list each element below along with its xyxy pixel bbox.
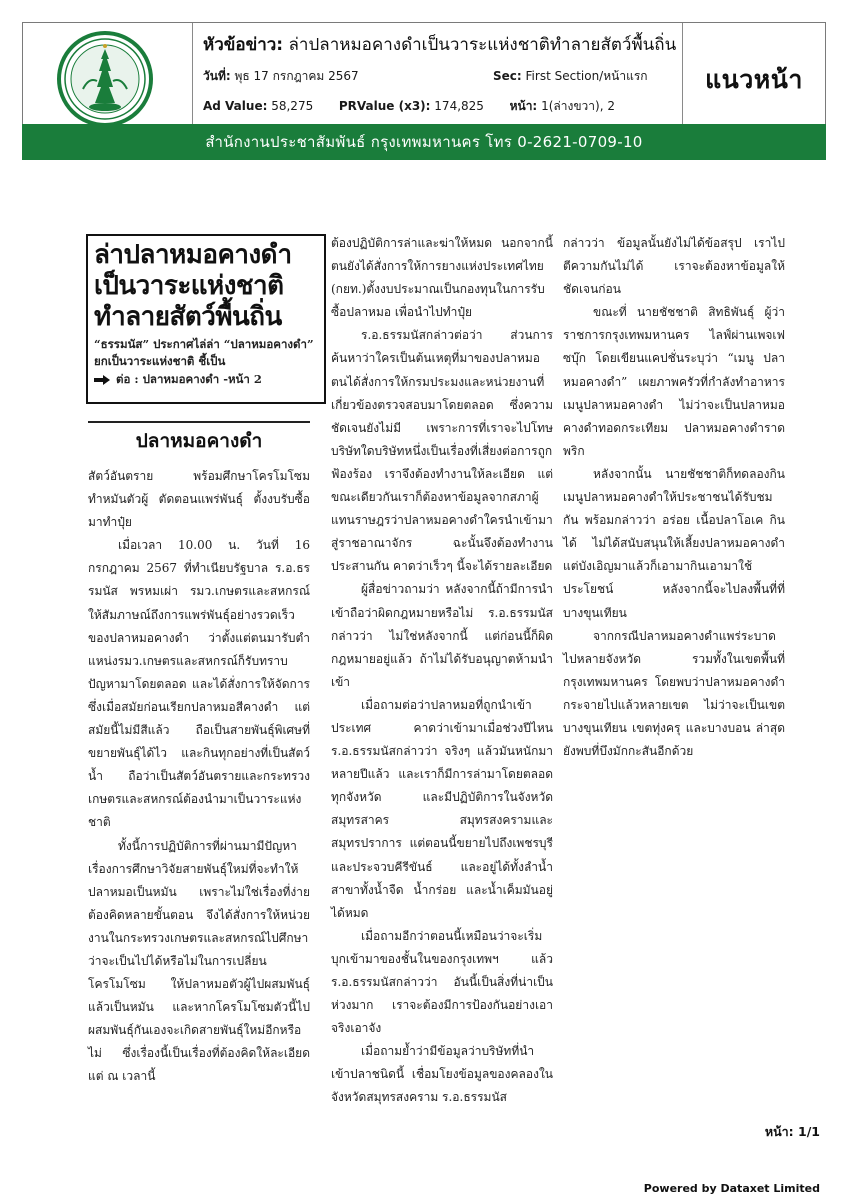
pr-office-banner: สำนักงานประชาสัมพันธ์ กรุงเทพมหานคร โทร 0-2621-0709-10 [22,124,826,160]
sec-value: First Section/หน้าแรก [525,69,648,83]
pr-label: PRValue (x3): [338,99,431,113]
logo-container [23,23,193,137]
paragraph: เมื่อถามอีกว่าตอนนี้เหมือนว่าจะเริ่มบุกเข้ามาของชั้นในของกรุงเทพฯ แล้ว ร.อ.ธรรมนัสกล่าวว่า อันนี้เป็นสิ่งที่น่าเป็นห่วงมาก เราจะต้องมีการป้องกันอย่างเอาจริงเอาจัง [331,928,553,1036]
bangkok-seal-icon [53,29,157,129]
ad-value: 58,275 [271,99,314,113]
headline-row [203,31,676,58]
continued-text: ต่อ : ปลาหมอคางดำ -หน้า 2 [116,372,262,386]
page-label: หน้า: [509,99,538,113]
headline-value: ล่าปลาหมอคางดำเป็นวาระแห่งชาติทำลายสัตว์พื้นถิ่น [288,35,677,55]
headline-line-3: ทำลายสัตว์พื้นถิ่น [94,302,282,332]
date-label: วันที่: [203,69,231,83]
article-subhead: ปลาหมอคางดำ [135,430,263,452]
article-column-3 [563,232,785,763]
subhead-divider [88,421,310,423]
article-deck: “ธรรมนัส” ประกาศไล่ล่า “ปลาหมอคางดำ” ยกเป็นวาระแห่งชาติ ชี้เป็น [94,337,314,368]
powered-by: Powered by Dataxet Limited [643,1182,820,1195]
paragraph: ทั้งนี้การปฏิบัติการที่ผ่านมามีปัญหาเรื่องการศึกษาวิจัยสายพันธุ์ใหม่ที่จะทำให้ปลาหมอเป็นหมัน เพราะไม่ใช่เรื่องที่ง่ายต้องคิดหลายขั้นตอน จึงได้สั่งการให้หน่วยงานในกระทรวงเกษตรและสหกรณ์ไปศึกษาว่าจะเป็นไปได้หรือไม่ในการเปลี่ยนโครโมโซม ให้ปลาหมอตัวผู้ไปผสมพันธุ์แล้วเป็นหมัน และหากโครโมโซมตัวนี้ไปผสมพันธุ์กันเองจะเกิดสายพันธุ์ใหม่อีกหรือไม่ ซึ่งเรื่องนี้เป็นเรื่องที่ต้องคิดให้ละเอียด แต่ ณ เวลานี้ [88,838,310,1084]
paragraph: ขณะที่ นายชัชชาติ สิทธิพันธุ์ ผู้ว่าราชการกรุงเทพมหานคร ไลฟ์ผ่านเพจเฟซบุ๊ก โดยเขียนแคปชั่นระบุว่า “เมนู ปลาหมอคางดำ” เผยภาพครัวที่กำลังทำอาหารเมนูปลาหมอคางดำ ไม่ว่าจะเป็นปลาหมอคางดำทอดกระเทียม ปลาหมอคางดำราดพริก [563,305,785,458]
newspaper-name: แนวหน้า [705,65,803,94]
sec-label: Sec: [493,69,522,83]
paragraph: ผู้สื่อข่าวถามว่า หลังจากนี้ถ้ามีการนำเข้าถือว่าผิดกฎหมายหรือไม่ ร.อ.ธรรมนัสกล่าวว่า ไม่ใช่หลังจากนี้ แต่ก่อนนี้ก็ผิดกฎหมายอยู่แล้ว ถ้าไม่ได้รับอนุญาตห้ามนำเข้า [331,582,553,689]
paragraph: กล่าวว่า ข้อมูลนั้นยังไม่ได้ข้อสรุป เราไปตีความกันไม่ได้ เราจะต้องหาข้อมูลให้ชัดเจนก่อน [563,236,785,297]
page-number: หน้า: 1/1 [764,1124,820,1139]
clipping-header [22,22,826,138]
headline-line-1: ล่าปลาหมอคางดำ [94,240,292,270]
paragraph: สัตว์อันตราย พร้อมศึกษาโครโมโซมทำหมันตัวผู้ ตัดตอนแพร่พันธุ์ ตั้งงบรับซื้อมาทำปุ๋ย [88,469,310,530]
headline-line-2: เป็นวาระแห่งชาติ [94,271,284,301]
article-headline-box [86,234,326,404]
paragraph: เมื่อถามย้ำว่ามีข้อมูลว่าบริษัทที่นำเข้าปลาชนิดนี้ เชื่อมโยงข้อมูลของคลองในจังหวัดสมุทรสงคราม ร.อ.ธรรมนัส [331,1044,553,1105]
paragraph: ร.อ.ธรรมนัสกล่าวต่อว่า ส่วนการค้นหาว่าใครเป็นต้นเหตุที่มาของปลาหมอ ตนได้สั่งการให้กรมประมงและหน่วยงานที่เกี่ยวข้องตรวจสอบมาโดยตลอด ซึ่งความชัดเจนยังไม่มี เพราะการที่เราจะไปโทษบริษัทใดบริษัทหนึ่งเป็นเรื่องที่เสี่ยงต่อการถูกฟ้องร้อง เราจึงต้องทำงานให้ละเอียด แต่ขณะเดียวกันเราก็ต้องหาข้อมูลจากสภาผู้แทนราษฎรว่าปลาหมอคางดำใครนำเข้ามาสู่ราชอาณาจักร ฉะนั้นจึงต้องทำงานประสานกัน คาดว่าเร็วๆ นี้จะได้รายละเอียด [331,328,553,574]
paragraph: จากกรณีปลาหมอคางดำแพร่ระบาดไปหลายจังหวัด รวมทั้งในเขตพื้นที่กรุงเทพมหานคร โดยพบว่าปลาหมอคางดำกระจายไปแล้วหลายเขต ไม่ว่าจะเป็นเขตบางขุนเทียน เขตทุ่งครุ และบางบอน ล่าสุดยังพบที่บึงมักกะสันอีกด้วย [563,628,785,759]
value-row [203,97,615,116]
headline-label: หัวข้อข่าว: [203,35,284,55]
continued-line [94,371,318,389]
paragraph: หลังจากนั้น นายชัชชาติก็ทดลองกินเมนูปลาหมอคางดำให้ประชาชนได้รับชมกัน พร้อมกล่าวว่า อร่อย เนื้อปลาโอเค กินได้ ไม่ได้สนับสนุนให้เลี้ยงปลาหมอคางดำ แต่บังเอิญมาแล้วก็เอามากินเอามาใช้ประโยชน์ หลังจากนี้จะไปลงพื้นที่ที่บางขุนเทียน [563,466,785,620]
paragraph: เมื่อเวลา 10.00 น. วันที่ 16 กรกฎาคม 2567 ที่ทำเนียบรัฐบาล ร.อ.ธรรมนัส พรหมเผ่า รมว.เกษตรและสหกรณ์ ให้สัมภาษณ์ถึงการแพร่พันธุ์อย่างรวดเร็วของปลาหมอคางดำ ว่าตั้งแต่ตนมารับตำแหน่งรมว.เกษตรและสหกรณ์ก็รับทราบปัญหามาโดยตลอด และได้สั่งการให้จัดการ ซึ่งเมื่อสมัยก่อนเรียกปลาหมอสีคางดำ แต่สมัยนี้ไม่มีสีแล้ว ถือเป็นสายพันธุ์พิเศษที่ขยายพันธุ์ได้ไว และกินทุกอย่างที่เป็นสัตว์น้ำ ถือว่าเป็นสัตว์อันตรายและกระทรวงเกษตรและสหกรณ์ต้องนำมาเป็นวาระแห่งชาติ [88,538,310,830]
article-headline [94,240,318,333]
article-column-1 [88,465,310,1089]
section-info [493,67,648,86]
paragraph: ต้องปฏิบัติการล่าและฆ่าให้หมด นอกจากนี้ตนยังได้สั่งการให้การยางแห่งประเทศไทย (กยท.)ตั้งงบประมาณเป็นกองทุนในการรับซื้อปลาหมอ เพื่อนำไปทำปุ๋ย [331,236,553,320]
date-value: พุธ 17 กรกฎาคม 2567 [234,69,359,83]
arrow-right-icon [94,375,110,385]
page-value: 1(ล่างขวา), 2 [541,99,615,113]
clipping-info [193,23,683,137]
date-row [203,67,673,86]
article-column-2 [331,232,553,1110]
ad-label: Ad Value: [203,99,268,113]
pr-value: 174,825 [434,99,484,113]
paragraph: เมื่อถามต่อว่าปลาหมอที่ถูกนำเข้าประเทศ คาดว่าเข้ามาเมื่อช่วงปีไหน ร.อ.ธรรมนัสกล่าวว่า จริงๆ แล้วมันหนักมาหลายปีแล้ว และเราก็มีการล่ามาโดยตลอดทุกจังหวัด และมีปฏิบัติการในจังหวัดสมุทรสาคร สมุทรสงครามและสมุทรปราการ แต่ตอนนี้ขยายไปถึงเพชรบุรีและประจวบคีรีขันธ์ และอยู่ได้ทั้งลำน้ำสาขาทั้งน้ำจืด น้ำกร่อย และน้ำเค็มมันอยู่ได้หมด [331,697,553,920]
